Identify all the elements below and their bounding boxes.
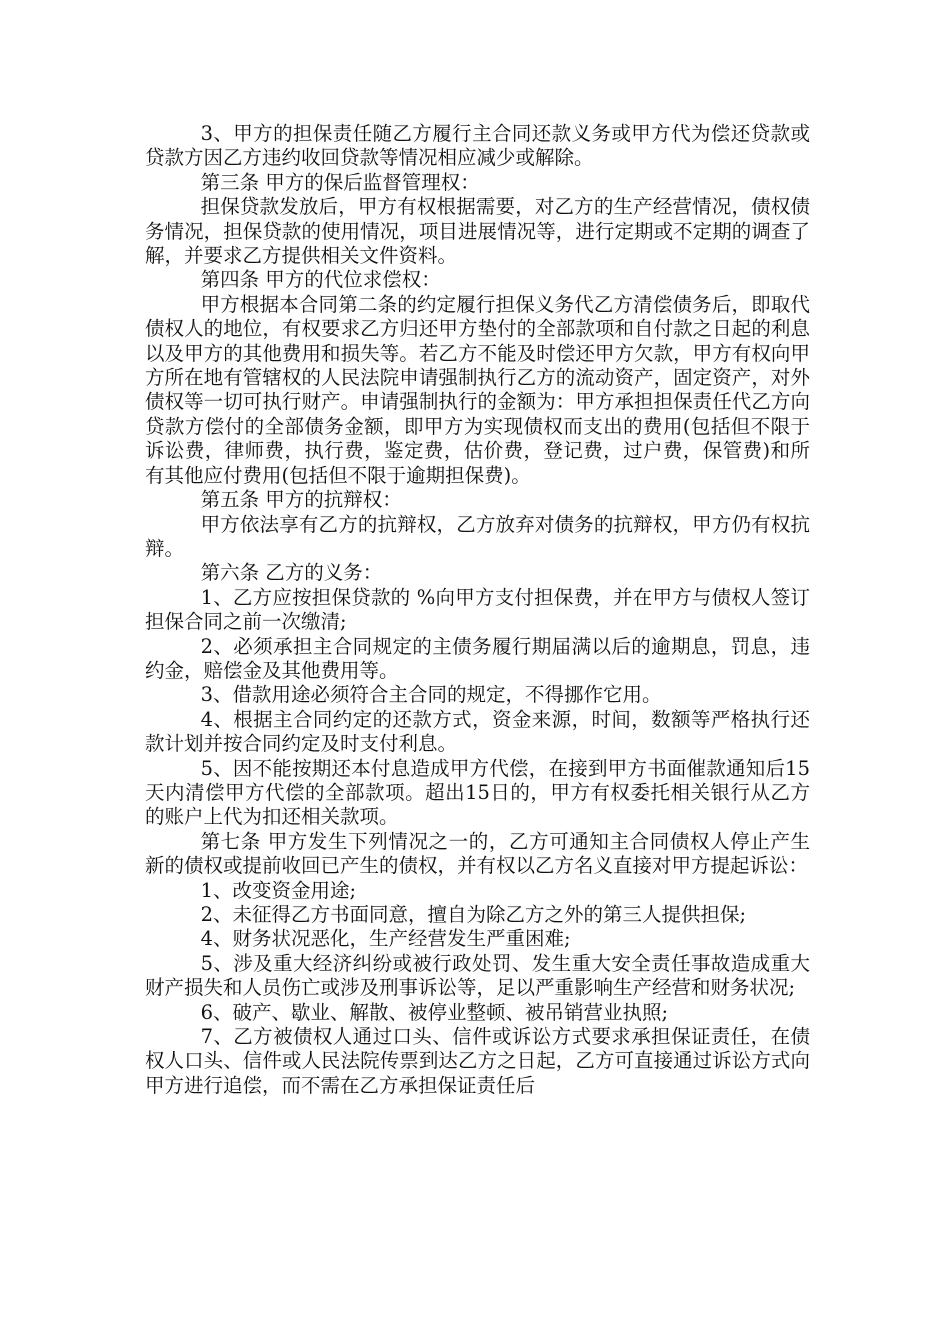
article-7-item-2: 2、未征得乙方书面同意，擅自为除乙方之外的第三人提供担保; [200, 903, 747, 926]
clause-3-paragraph: 3、甲方的担保责任随乙方履行主合同还款义务或甲方代为偿还贷款或贷款方因乙方违约收回贷款等情况相应减少或解除。 [145, 122, 810, 170]
article-7-paragraph: 第七条 甲方发生下列情况之一的，乙方可通知主合同债权人停止产生新的债权或提前收回已产生的债权，并有权以乙方名义直接对甲方提起诉讼： [145, 829, 810, 878]
article-6-heading: 第六条 乙方的义务： [200, 561, 383, 585]
article-6-item-1: 1、乙方应按担保贷款的 %向甲方支付担保费，并在甲方与债权人签订担保合同之前一次缴清; [145, 585, 810, 634]
document-body [145, 122, 810, 1098]
article-5-heading: 第五条 甲方的抗辩权： [200, 488, 402, 512]
article-6-item-2: 2、必须承担主合同规定的主债务履行期届满以后的逾期息，罚息，违约金，赔偿金及其他费用等。 [145, 634, 810, 682]
article-5-paragraph: 甲方依法享有乙方的抗辩权，乙方放弃对债务的抗辩权，甲方仍有权抗辩。 [145, 512, 810, 560]
article-6-item-5: 5、因不能按期还本付息造成甲方代偿，在接到甲方书面催款通知后15天内清偿甲方代偿的全部款项。超出15日的，甲方有权委托相关银行从乙方的账户上代为扣还相关款项。 [145, 756, 810, 829]
article-7-item-6: 6、破产、歇业、解散、被停业整顿、被吊销营业执照; [200, 1000, 669, 1024]
article-7-item-7: 7、乙方被债权人通过口头、信件或诉讼方式要求承担保证责任，在债权人口头、信件或人民法院传票到达乙方之日起，乙方可直接通过诉讼方式向甲方进行追偿，而不需在乙方承担保证责任后 [145, 1025, 810, 1097]
article-7-item-1: 1、改变资金用途; [200, 878, 357, 902]
article-6-item-3: 3、借款用途必须符合主合同的规定，不得挪作它用。 [200, 683, 662, 707]
article-7-item-4: 4、财务状况恶化，生产经营发生严重困难; [200, 927, 571, 951]
article-3-paragraph: 担保贷款发放后，甲方有权根据需要，对乙方的生产经营情况，债权债务情况，担保贷款的使用情况，项目进展情况等，进行定期或不定期的调查了解，并要求乙方提供相关文件资料。 [145, 195, 810, 268]
article-6-item-4: 4、根据主合同约定的还款方式，资金来源，时间，数额等严格执行还款计划并按合同约定及时支付利息。 [145, 707, 810, 756]
article-4-paragraph: 甲方根据本合同第二条的约定履行担保义务代乙方清偿债务后，即取代债权人的地位，有权要求乙方归还甲方垫付的全部款项和自付款之日起的利息以及甲方的其他费用和损失等。若乙方不能及时偿还甲方欠款，甲方有权向甲方所在地有管辖权的人民法院申请强制执行乙方的流动资产，固定资产，对外债权等一切可执行财产。申请强制执行的金额为：甲方承担担保责任代乙方向贷款方偿付的全部债务金额，即甲方为实现债权而支出的费用(包括但不限于诉讼费，律师费，执行费，鉴定费，估价费，登记费，过户费，保管费)和所有其他应付费用(包括但不限于逾期担保费)。 [145, 292, 810, 487]
article-4-heading: 第四条 甲方的代位求偿权： [200, 268, 441, 292]
article-7-item-5: 5、涉及重大经济纠纷或被行政处罚、发生重大安全责任事故造成重大财产损失和人员伤亡或涉及刑事诉讼等，足以严重影响生产经营和财务状况; [145, 951, 810, 1000]
article-3-heading: 第三条 甲方的保后监督管理权： [200, 170, 480, 194]
